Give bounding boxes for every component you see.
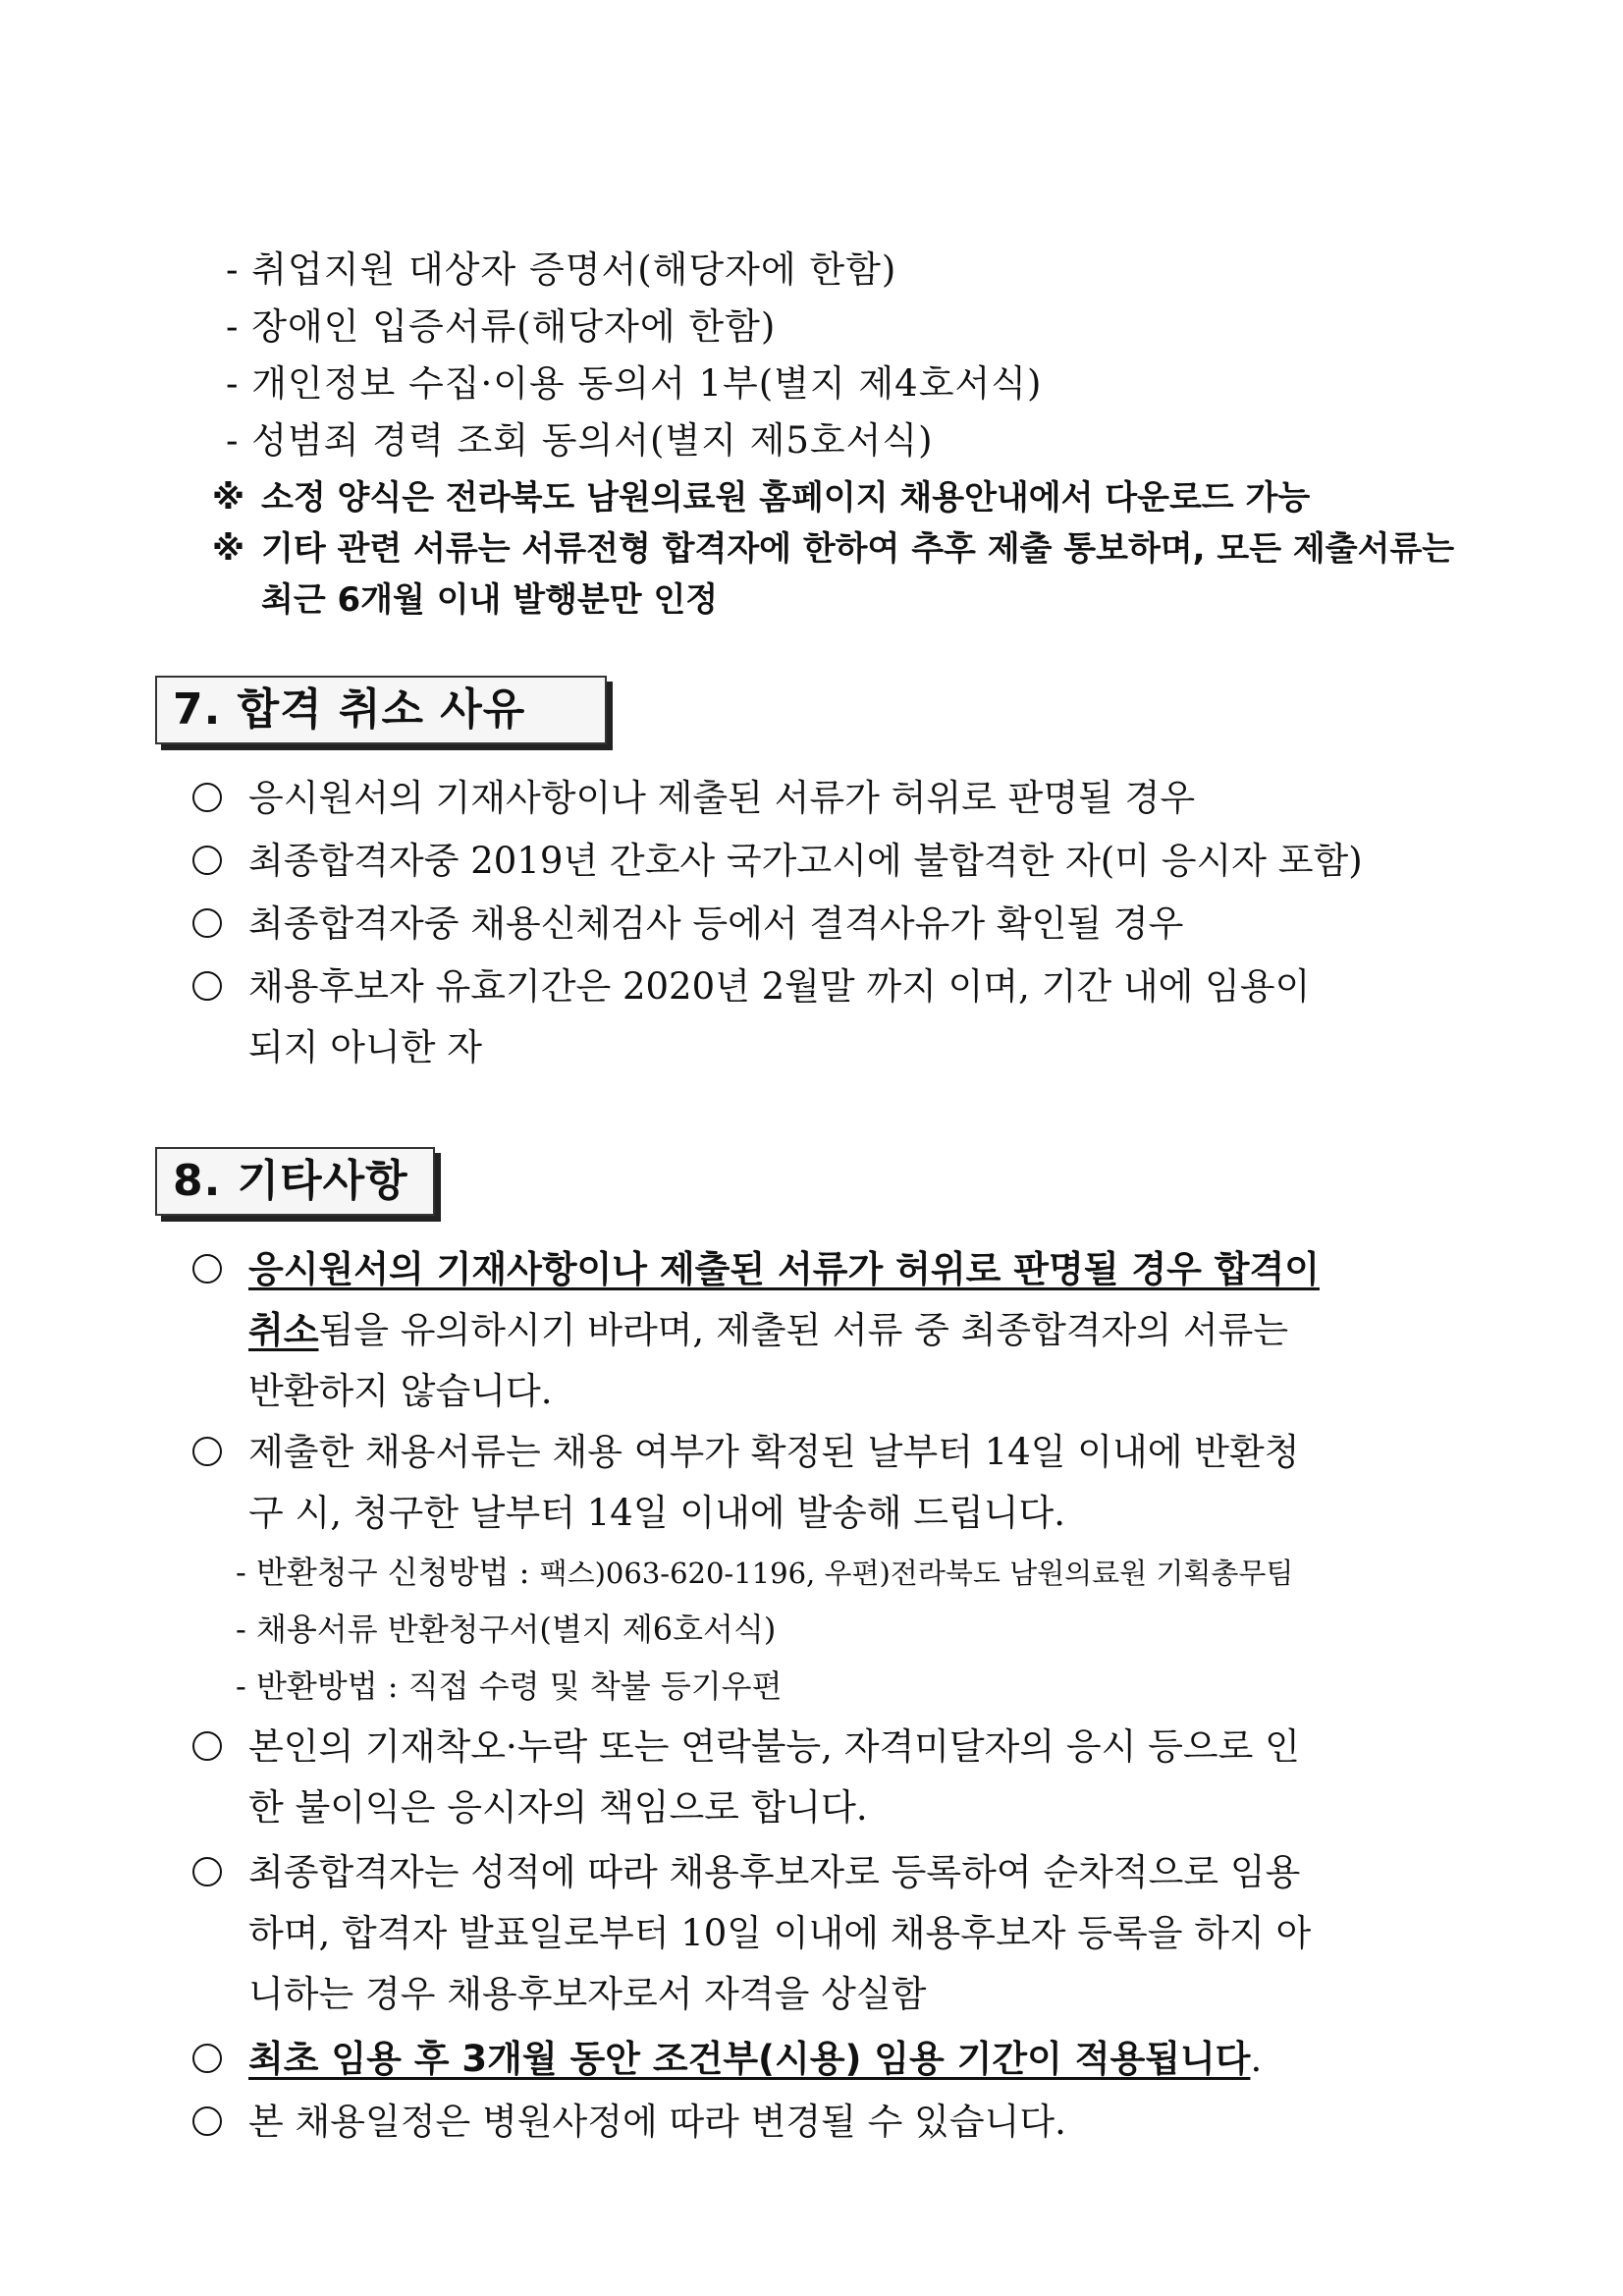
return-method: - 반환방법 : 직접 수령 및 착불 등기우편 [236,1667,783,1705]
note-mark: ※ [212,529,245,569]
section-8-item-probation: 최초 임용 후 3개월 동안 조건부(시용) 임용 기간이 적용됩니다. [192,2029,1469,2090]
note-download [212,470,1310,519]
section-7-item: 최종합격자중 채용신체검사 등에서 결격사유가 확인될 경우 [192,894,1469,955]
circle-bullet-icon [192,1254,222,1284]
note-text: 기타 관련 서류는 서류전형 합격자에 한하여 추후 제출 통보하며, 모든 제출서류는 [261,529,1455,569]
circle-bullet-icon [192,1731,222,1761]
circle-bullet-icon [192,846,222,875]
return-method-application: - 반환청구 신청방법 : 팩스)063-620-1196, 우편)전라북도 남원의료원 기획총무팀 [236,1554,1294,1591]
note-text: 소정 양식은 전라북도 남원의료원 홈페이지 채용안내에서 다운로드 가능 [261,478,1311,518]
circle-bullet-icon [192,1857,222,1886]
note-mark: ※ [212,478,245,518]
section-7-item: 최종합격자중 2019년 간호사 국가고시에 불합격한 자(미 응시자 포함) [192,831,1469,892]
circle-bullet-icon [192,971,222,1001]
circle-bullet-icon [192,2106,222,2136]
section-8-title: 8. 기타사항 [155,1147,435,1216]
section-7-item: 응시원서의 기재사항이나 제출된 서류가 허위로 판명될 경우 [192,768,1469,829]
submission-item: - 개인정보 수집·이용 동의서 1부(별지 제4호서식) [226,362,1043,405]
circle-bullet-icon [192,783,222,812]
submission-item: - 장애인 입증서류(해당자에 한함) [226,305,777,348]
section-8-item-schedule: 본 채용일정은 병원사정에 따라 변경될 수 있습니다. [192,2092,1469,2153]
return-request-form: - 채용서류 반환청구서(별지 제6호서식) [236,1611,777,1648]
underlined-warning-word: 취소 [248,1309,319,1351]
circle-bullet-icon [192,908,222,938]
section-8-item-registration: 최종합격자는 성적에 따라 채용후보자로 등록하여 순차적으로 임용 하며, 합격자 발표일로부터 10일 이내에 채용후보자 등록을 하지 아 니하는 경우 채용후보자로서 자격을 상실함 [192,1842,1469,2025]
section-8-item-return-documents: 제출한 채용서류는 채용 여부가 확정된 날부터 14일 이내에 반환청 구 시, 청구한 날부터 14일 이내에 발송해 드립니다. [192,1422,1469,1544]
submission-item: - 취업지원 대상자 증명서(해당자에 한함) [226,248,897,291]
section-8-item-responsibility: 본인의 기재착오·누락 또는 연락불능, 자격미달자의 응시 등으로 인 한 불이익은 응시자의 책임으로 합니다. [192,1717,1469,1838]
circle-bullet-icon [192,2044,222,2073]
section-7-item: 채용후보자 유효기간은 2020년 2월말 까지 이며, 기간 내에 임용이 되지 아니한 자 [192,957,1469,1078]
underlined-warning: 응시원서의 기재사항이나 제출된 서류가 허위로 판명될 경우 합격이 [248,1248,1320,1290]
underlined-probation: 최초 임용 후 3개월 동안 조건부(시용) 임용 기간이 적용됩니다 [248,2038,1251,2080]
note-other-documents [212,521,1454,570]
section-8-item-cancellation: 응시원서의 기재사항이나 제출된 서류가 허위로 판명될 경우 합격이 취소됨을 유의하시기 바라며, 제출된 서류 중 최종합격자의 서류는 반환하지 않습니다. [192,1239,1469,1422]
submission-item: - 성범죄 경력 조회 동의서(별지 제5호서식) [226,419,934,462]
section-7-title: 7. 합격 취소 사유 [155,676,607,744]
circle-bullet-icon [192,1437,222,1466]
note-other-documents-cont: 최근 6개월 이내 발행분만 인정 [261,580,719,620]
